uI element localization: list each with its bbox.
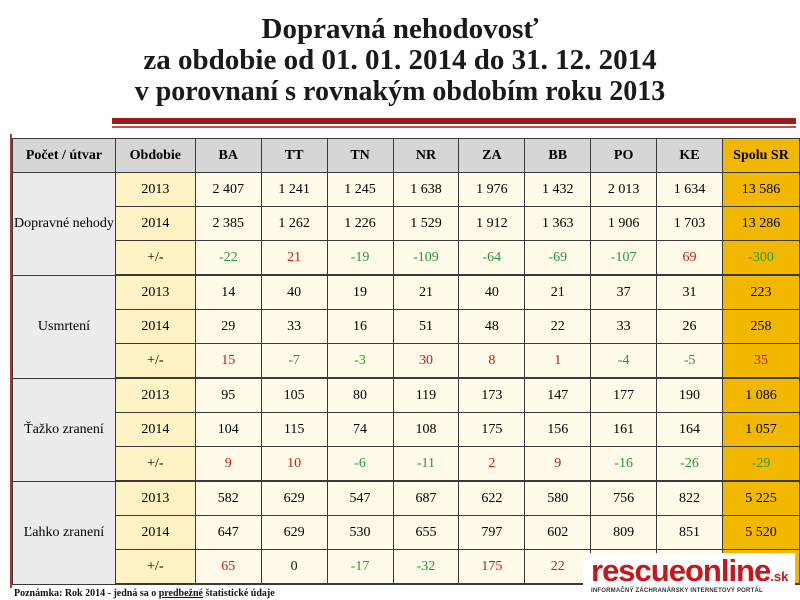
value-cell: 10 — [261, 447, 327, 482]
report-title — [0, 14, 800, 107]
header-cell: Obdobie — [115, 139, 195, 173]
value-cell: 177 — [591, 378, 657, 413]
value-cell: 797 — [459, 516, 525, 550]
period-cell: +/- — [115, 550, 195, 585]
header-cell: TT — [261, 139, 327, 173]
category-cell: Ľahko zranení — [13, 481, 116, 584]
value-cell: 2 — [459, 447, 525, 482]
table-row — [13, 241, 800, 276]
value-cell: 1 638 — [393, 173, 459, 207]
period-cell: 2013 — [115, 275, 195, 310]
value-cell: 80 — [327, 378, 393, 413]
table-row — [13, 516, 800, 550]
logo-tagline: INFORMAČNÝ ZÁCHRANÁRSKY INTERNETOVÝ PORTÁL — [591, 588, 763, 594]
value-cell: -69 — [525, 241, 591, 276]
value-cell: 1 245 — [327, 173, 393, 207]
value-cell: 175 — [459, 550, 525, 585]
value-cell: 547 — [327, 481, 393, 516]
value-cell: 1 634 — [657, 173, 723, 207]
title-divider-thin — [112, 126, 796, 128]
value-cell: 37 — [591, 275, 657, 310]
value-cell: 1 262 — [261, 207, 327, 241]
category-cell: Dopravné nehody — [13, 173, 116, 276]
value-cell: 74 — [327, 413, 393, 447]
table-row — [13, 481, 800, 516]
value-cell: 1 226 — [327, 207, 393, 241]
category-cell: Ťažko zranení — [13, 378, 116, 481]
table-row — [13, 173, 800, 207]
value-cell: -19 — [327, 241, 393, 276]
value-cell: -109 — [393, 241, 459, 276]
total-cell: -300 — [722, 241, 799, 276]
period-cell: 2014 — [115, 310, 195, 344]
value-cell: -3 — [327, 344, 393, 379]
value-cell: 582 — [195, 481, 261, 516]
value-cell: 1 906 — [591, 207, 657, 241]
header-cell: BB — [525, 139, 591, 173]
value-cell: 622 — [459, 481, 525, 516]
value-cell: 2 013 — [591, 173, 657, 207]
header-cell: ZA — [459, 139, 525, 173]
total-cell: 5 225 — [722, 481, 799, 516]
total-cell: -29 — [722, 447, 799, 482]
period-cell: 2013 — [115, 481, 195, 516]
value-cell: 8 — [459, 344, 525, 379]
value-cell: -7 — [261, 344, 327, 379]
value-cell: 2 385 — [195, 207, 261, 241]
value-cell: 161 — [591, 413, 657, 447]
table-row — [13, 275, 800, 310]
value-cell: 14 — [195, 275, 261, 310]
value-cell: 9 — [525, 447, 591, 482]
footnote-prefix: Poznámka: Rok 2014 - jedná sa o — [14, 588, 159, 599]
value-cell: 1 241 — [261, 173, 327, 207]
value-cell: 156 — [525, 413, 591, 447]
header-cell-total: Spolu SR — [722, 139, 799, 173]
period-cell: 2014 — [115, 413, 195, 447]
value-cell: 105 — [261, 378, 327, 413]
total-cell: 5 520 — [722, 516, 799, 550]
value-cell: 21 — [261, 241, 327, 276]
title-line-1: Dopravná nehodovosť — [261, 13, 539, 45]
title-line-2: za obdobie od 01. 01. 2014 do 31. 12. 2014 — [143, 44, 657, 76]
value-cell: 19 — [327, 275, 393, 310]
total-cell: 1 057 — [722, 413, 799, 447]
value-cell: 1 912 — [459, 207, 525, 241]
table-row — [13, 447, 800, 482]
value-cell: 756 — [591, 481, 657, 516]
value-cell: 48 — [459, 310, 525, 344]
value-cell: 29 — [195, 310, 261, 344]
period-cell: +/- — [115, 344, 195, 379]
footnote-underlined: predbežné — [158, 588, 203, 599]
value-cell: 655 — [393, 516, 459, 550]
value-cell: 119 — [393, 378, 459, 413]
value-cell: 164 — [657, 413, 723, 447]
logo-tld: .sk — [770, 569, 789, 584]
period-cell: 2013 — [115, 378, 195, 413]
value-cell: 822 — [657, 481, 723, 516]
title-divider — [112, 118, 796, 124]
header-cell: Počet / útvar — [13, 139, 116, 173]
value-cell: -22 — [195, 241, 261, 276]
value-cell: 21 — [525, 275, 591, 310]
value-cell: 22 — [525, 310, 591, 344]
total-cell: 13 586 — [722, 173, 799, 207]
value-cell: 95 — [195, 378, 261, 413]
value-cell: 40 — [261, 275, 327, 310]
value-cell: 30 — [393, 344, 459, 379]
accident-statistics-table — [12, 138, 800, 585]
value-cell: 33 — [261, 310, 327, 344]
period-cell: +/- — [115, 447, 195, 482]
value-cell: 115 — [261, 413, 327, 447]
value-cell: -32 — [393, 550, 459, 585]
value-cell: 629 — [261, 481, 327, 516]
total-cell: 258 — [722, 310, 799, 344]
table-row — [13, 207, 800, 241]
value-cell: 687 — [393, 481, 459, 516]
value-cell: 22 — [525, 550, 591, 585]
value-cell: 647 — [195, 516, 261, 550]
logo-main: rescueonline — [591, 553, 771, 588]
value-cell: 190 — [657, 378, 723, 413]
value-cell: 104 — [195, 413, 261, 447]
period-cell: 2014 — [115, 516, 195, 550]
value-cell: 580 — [525, 481, 591, 516]
value-cell: 629 — [261, 516, 327, 550]
value-cell: 1 703 — [657, 207, 723, 241]
value-cell: 602 — [525, 516, 591, 550]
title-line-3: v porovnaní s rovnakým obdobím roku 2013 — [134, 76, 666, 107]
value-cell: 21 — [393, 275, 459, 310]
table-row — [13, 378, 800, 413]
header-cell: TN — [327, 139, 393, 173]
period-cell: 2014 — [115, 207, 195, 241]
value-cell: -26 — [657, 447, 723, 482]
total-cell: 223 — [722, 275, 799, 310]
value-cell: 1 529 — [393, 207, 459, 241]
header-cell: PO — [591, 139, 657, 173]
value-cell: 1 432 — [525, 173, 591, 207]
table-row — [13, 310, 800, 344]
category-cell: Usmrtení — [13, 275, 116, 378]
value-cell: 173 — [459, 378, 525, 413]
header-cell: BA — [195, 139, 261, 173]
value-cell: 1 — [525, 344, 591, 379]
value-cell: 33 — [591, 310, 657, 344]
table-row — [13, 413, 800, 447]
value-cell: 530 — [327, 516, 393, 550]
value-cell: -4 — [591, 344, 657, 379]
header-cell: KE — [657, 139, 723, 173]
total-cell: 35 — [722, 344, 799, 379]
footnote — [14, 588, 275, 599]
value-cell: 0 — [261, 550, 327, 585]
value-cell: -107 — [591, 241, 657, 276]
period-cell: +/- — [115, 241, 195, 276]
total-cell: 1 086 — [722, 378, 799, 413]
period-cell: 2013 — [115, 173, 195, 207]
value-cell: 40 — [459, 275, 525, 310]
value-cell: -6 — [327, 447, 393, 482]
value-cell: 809 — [591, 516, 657, 550]
footnote-suffix: štatistické údaje — [203, 588, 275, 599]
value-cell: 147 — [525, 378, 591, 413]
value-cell: 15 — [195, 344, 261, 379]
header-cell: NR — [393, 139, 459, 173]
rescueonline-logo — [583, 553, 795, 600]
value-cell: -16 — [591, 447, 657, 482]
value-cell: 851 — [657, 516, 723, 550]
value-cell: 69 — [657, 241, 723, 276]
value-cell: 175 — [459, 413, 525, 447]
value-cell: 108 — [393, 413, 459, 447]
value-cell: 1 363 — [525, 207, 591, 241]
value-cell: -5 — [657, 344, 723, 379]
table-row — [13, 344, 800, 379]
value-cell: 51 — [393, 310, 459, 344]
header-row — [13, 139, 800, 173]
value-cell: -64 — [459, 241, 525, 276]
value-cell: 16 — [327, 310, 393, 344]
value-cell: 65 — [195, 550, 261, 585]
value-cell: 2 407 — [195, 173, 261, 207]
total-cell: 13 286 — [722, 207, 799, 241]
value-cell: 1 976 — [459, 173, 525, 207]
value-cell: -17 — [327, 550, 393, 585]
value-cell: 9 — [195, 447, 261, 482]
value-cell: -11 — [393, 447, 459, 482]
value-cell: 26 — [657, 310, 723, 344]
value-cell: 31 — [657, 275, 723, 310]
